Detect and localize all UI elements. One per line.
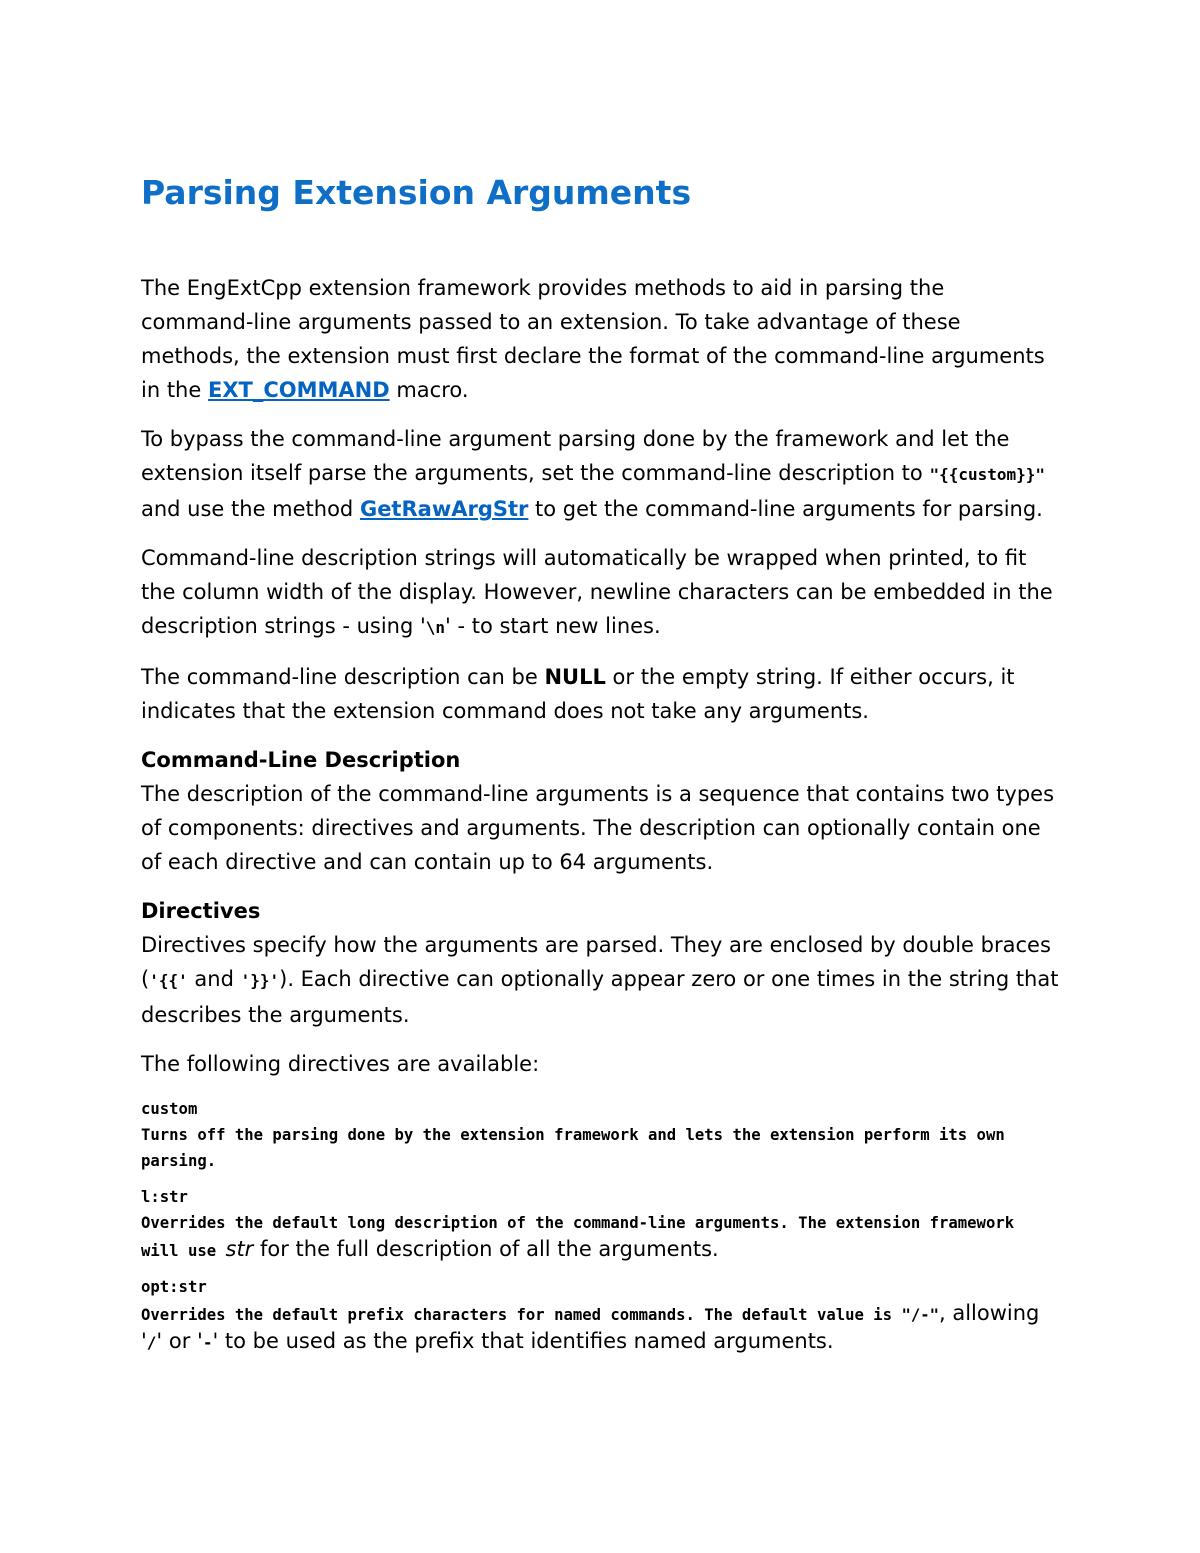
- directive-item-custom: [141, 1096, 1061, 1174]
- bypass-paragraph: [141, 422, 1061, 526]
- directive-term: l:str: [141, 1188, 188, 1206]
- directive-description-or: ' or ': [156, 1329, 203, 1353]
- getrawargstr-link[interactable]: GetRawArgStr: [359, 497, 529, 521]
- wrapping-paragraph: [141, 541, 1061, 645]
- document-body: [141, 271, 1061, 1366]
- directive-item-l-str: [141, 1184, 1061, 1264]
- directive-item-opt-str: [141, 1274, 1061, 1356]
- command-line-description-text: The description of the command-line arguments is a sequence that contains two types of components: directives and arguments. The description can optionally contain one of each directive and can contain up to 64 arguments.: [141, 782, 1055, 874]
- command-line-description-section: [141, 743, 1061, 879]
- null-text: The command-line description can be: [141, 665, 545, 689]
- bypass-text: To bypass the command-line argument parsing done by the framework and let the extension itself parse the arguments, set the command-line description to: [141, 427, 1010, 485]
- section-heading-directives: Directives: [141, 899, 261, 923]
- directives-text: Directives specify how the arguments are parsed. They are enclosed by double braces (: [141, 933, 1051, 991]
- open-braces-code: '{{': [149, 971, 188, 990]
- intro-text-end: macro.: [389, 378, 469, 402]
- bypass-text-mid: and use the method: [141, 497, 360, 521]
- directive-description: Overrides the default prefix characters for named commands. The default value is "/-": [141, 1306, 939, 1324]
- directive-description-mid: , allowing ': [141, 1301, 1040, 1353]
- directive-description-end: for the full description of all the arguments.: [253, 1237, 719, 1261]
- section-heading-command-line-description: Command-Line Description: [141, 748, 461, 772]
- null-keyword: NULL: [544, 665, 606, 689]
- directive-term: custom: [141, 1100, 198, 1118]
- directive-description-end: ' to be used as the prefix that identifies named arguments.: [212, 1329, 834, 1353]
- page-title: Parsing Extension Arguments: [141, 173, 692, 212]
- directives-text-and: and: [187, 967, 241, 991]
- null-paragraph: [141, 660, 1061, 728]
- ext-command-link[interactable]: EXT_COMMAND: [207, 378, 390, 402]
- directive-term: opt:str: [141, 1278, 207, 1296]
- directives-section: [141, 894, 1061, 1032]
- wrapping-text-end: ' - to start new lines.: [445, 614, 661, 638]
- str-italic: str: [225, 1237, 254, 1261]
- directive-description: Turns off the parsing done by the extension framework and lets the extension perform its own parsing.: [141, 1126, 1005, 1170]
- dash-code: -: [202, 1333, 213, 1352]
- intro-paragraph: [141, 271, 1061, 407]
- directive-description: Overrides the default long description of the command-line arguments. The extension framework will use: [141, 1214, 1015, 1260]
- newline-code: \n: [425, 618, 446, 637]
- slash-code: /: [146, 1333, 157, 1352]
- null-text-end: or the empty string. If either occurs, it indicates that the extension command does not take any arguments.: [141, 665, 1015, 723]
- bypass-text-end: to get the command-line arguments for parsing.: [528, 497, 1043, 521]
- directives-text-end: ). Each directive can optionally appear zero or one times in the string that describes the arguments.: [141, 967, 1059, 1027]
- custom-directive-code: "{{custom}}": [929, 465, 1046, 484]
- wrapping-text: Command-line description strings will automatically be wrapped when printed, to fit the column width of the display. However, newline characters can be embedded in the description strings - using ': [141, 546, 1053, 638]
- close-braces-code: '}}': [240, 971, 280, 990]
- available-directives-intro: The following directives are available:: [141, 1052, 540, 1076]
- directive-list: [141, 1096, 1061, 1356]
- intro-text: The EngExtCpp extension framework provides methods to aid in parsing the command-line arguments passed to an extension. To take advantage of these methods, the extension must first declare the format of the command-line arguments in the: [141, 276, 1045, 402]
